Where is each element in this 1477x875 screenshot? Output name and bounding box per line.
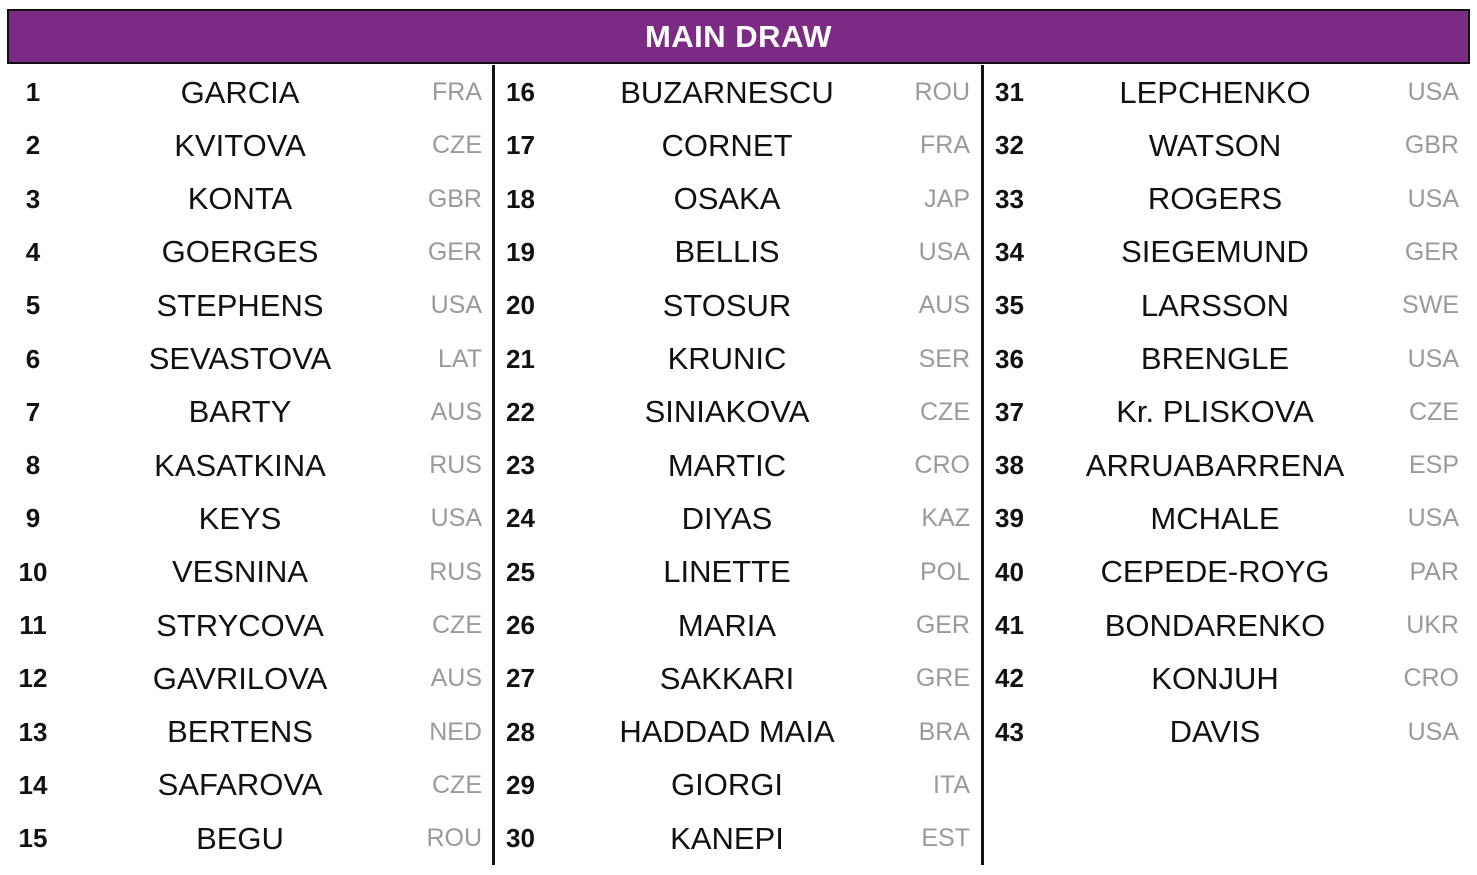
player-country: AUS	[918, 291, 970, 320]
player-row	[496, 652, 981, 705]
player-rank: 4	[25, 236, 41, 267]
player-name: BARTY	[188, 394, 292, 430]
player-rank: 40	[995, 556, 1024, 587]
player-rank: 25	[506, 556, 535, 587]
player-row	[0, 812, 492, 865]
player-name: KONJUH	[1151, 660, 1279, 696]
player-name: KVITOVA	[174, 127, 306, 163]
player-name: MARIA	[677, 607, 777, 643]
player-country: USA	[1407, 717, 1459, 746]
player-row	[985, 599, 1470, 652]
player-country: GBR	[1404, 131, 1459, 160]
player-rank: 11	[19, 610, 47, 640]
player-row	[496, 173, 981, 226]
player-name: Kr. PLISKOVA	[1116, 394, 1314, 430]
player-rank: 41	[995, 610, 1024, 640]
player-rank: 19	[506, 236, 535, 267]
player-country: PAR	[1409, 557, 1459, 586]
player-row	[496, 546, 981, 599]
player-name: SAKKARI	[659, 660, 795, 696]
player-row	[496, 759, 981, 812]
player-row	[496, 119, 981, 172]
player-row	[496, 226, 981, 279]
player-country: RUS	[429, 557, 482, 586]
player-rank: 33	[995, 183, 1024, 214]
player-country: AUS	[430, 397, 482, 426]
player-rank: 31	[995, 77, 1024, 107]
player-row	[985, 546, 1470, 599]
column-divider	[981, 65, 984, 865]
player-row	[985, 119, 1470, 172]
player-rank: 24	[506, 503, 535, 534]
player-rank: 32	[995, 130, 1024, 161]
player-row	[985, 279, 1470, 332]
player-row	[0, 119, 492, 172]
player-country: ITA	[932, 770, 970, 799]
player-rank: 7	[25, 396, 41, 427]
player-country: EST	[921, 824, 970, 853]
player-rank: 20	[506, 290, 535, 321]
player-country: CZE	[920, 397, 970, 426]
player-country: CZE	[1409, 397, 1459, 426]
player-row	[985, 652, 1470, 705]
player-name: LEPCHENKO	[1119, 74, 1311, 110]
player-rank: 3	[25, 183, 41, 214]
player-row	[496, 492, 981, 545]
player-name: BEGU	[196, 820, 284, 856]
player-country: USA	[1407, 344, 1459, 373]
player-name: GOERGES	[161, 234, 319, 270]
player-country: UKR	[1406, 611, 1459, 639]
player-row	[985, 386, 1470, 439]
player-rank: 1	[25, 77, 41, 107]
player-name: SIEGEMUND	[1121, 234, 1309, 270]
player-rank: 34	[995, 236, 1024, 267]
player-row	[496, 66, 981, 119]
player-name: GIORGI	[671, 767, 783, 803]
player-rank: 6	[25, 343, 41, 374]
player-country: CRO	[914, 451, 970, 480]
player-country: GRE	[915, 664, 970, 693]
player-rank: 37	[995, 396, 1024, 427]
player-country: SER	[918, 344, 970, 373]
player-name: DAVIS	[1169, 714, 1261, 750]
player-name: KANEPI	[670, 820, 784, 856]
player-name: KRUNIC	[667, 341, 787, 376]
player-country: GBR	[427, 184, 482, 213]
player-rank: 12	[18, 663, 48, 694]
player-rank: 30	[506, 823, 535, 854]
player-rank: 13	[18, 716, 48, 747]
player-rank: 14	[18, 769, 48, 800]
player-rank: 5	[25, 290, 41, 321]
player-row	[985, 173, 1470, 226]
player-country: JAP	[924, 184, 970, 213]
player-name: SEVASTOVA	[148, 341, 332, 376]
player-name: SINIAKOVA	[644, 394, 810, 430]
player-name: OSAKA	[673, 181, 781, 217]
player-name: WATSON	[1148, 127, 1282, 163]
player-name: GARCIA	[180, 74, 300, 110]
player-name: BRENGLE	[1140, 341, 1290, 376]
player-country: CZE	[432, 131, 482, 160]
player-name: MARTIC	[667, 447, 787, 483]
player-country: AUS	[430, 664, 482, 693]
player-name: STEPHENS	[156, 287, 324, 323]
player-row	[0, 173, 492, 226]
player-rank: 23	[506, 450, 535, 481]
player-row	[985, 706, 1470, 759]
player-country: CZE	[432, 611, 482, 639]
player-name: MCHALE	[1150, 500, 1280, 536]
player-rank: 29	[506, 769, 535, 800]
player-rank: 35	[995, 290, 1024, 321]
player-name: BELLIS	[674, 234, 780, 270]
player-country: BRA	[918, 717, 970, 746]
player-row	[0, 439, 492, 492]
player-rank: 9	[25, 503, 41, 534]
player-rank: 22	[506, 396, 535, 427]
player-rank: 38	[995, 450, 1024, 481]
player-name: SAFAROVA	[157, 767, 323, 803]
player-name: ROGERS	[1147, 181, 1283, 217]
player-row	[0, 759, 492, 812]
player-name: LINETTE	[663, 554, 791, 590]
player-row	[985, 492, 1470, 545]
player-rank: 36	[995, 343, 1024, 374]
player-row	[0, 706, 492, 759]
player-country: ESP	[1408, 451, 1459, 480]
player-row	[985, 439, 1470, 492]
player-country: RUS	[429, 451, 482, 480]
player-name: VESNINA	[171, 554, 309, 590]
player-name: BUZARNESCU	[620, 74, 834, 110]
player-rank: 10	[18, 556, 48, 587]
main-draw-header	[7, 9, 1470, 64]
player-row	[0, 333, 492, 386]
player-name: KASATKINA	[154, 447, 326, 483]
player-row	[985, 226, 1470, 279]
player-name: STRYCOVA	[156, 607, 324, 643]
player-rank: 21	[506, 343, 535, 374]
player-country: USA	[1407, 78, 1459, 106]
player-country: USA	[1407, 184, 1459, 213]
player-name: GAVRILOVA	[152, 660, 328, 696]
player-country: GER	[1404, 237, 1459, 266]
player-rank: 15	[18, 823, 48, 854]
player-country: USA	[430, 291, 482, 320]
player-name: CEPEDE-ROYG	[1100, 554, 1330, 590]
player-rank: 39	[995, 503, 1024, 534]
player-row	[496, 386, 981, 439]
player-rank: 28	[506, 716, 535, 747]
draw-column-2	[496, 65, 981, 865]
player-country: FRA	[920, 131, 970, 160]
player-rank: 17	[506, 130, 535, 161]
player-row	[0, 386, 492, 439]
player-name: BONDARENKO	[1104, 607, 1326, 643]
player-country: GER	[427, 237, 482, 266]
player-country: SWE	[1402, 291, 1459, 320]
player-row	[985, 66, 1470, 119]
player-row	[0, 546, 492, 599]
player-country: POL	[919, 557, 970, 586]
player-country: ROU	[914, 78, 970, 106]
player-country: FRA	[432, 78, 482, 106]
page-title: MAIN DRAW	[644, 18, 833, 54]
player-rank: 18	[506, 183, 535, 214]
player-rank: 42	[995, 663, 1024, 694]
player-row	[496, 279, 981, 332]
player-name: HADDAD MAIA	[619, 714, 835, 750]
player-row	[496, 599, 981, 652]
player-country: USA	[1407, 504, 1459, 533]
player-row	[985, 333, 1470, 386]
player-row	[0, 599, 492, 652]
player-country: CRO	[1403, 664, 1459, 693]
player-name: DIYAS	[681, 500, 773, 536]
player-rank: 8	[25, 450, 41, 481]
player-name: BERTENS	[167, 714, 313, 750]
player-name: LARSSON	[1140, 287, 1290, 323]
player-row	[0, 226, 492, 279]
player-country: NED	[429, 717, 482, 746]
player-name: CORNET	[661, 127, 793, 163]
player-name: STOSUR	[662, 287, 792, 323]
player-row	[0, 66, 492, 119]
player-country: CZE	[432, 770, 482, 799]
player-country: USA	[918, 237, 970, 266]
draw-column-3	[985, 65, 1470, 865]
player-country: GER	[915, 611, 970, 639]
player-country: USA	[430, 504, 482, 533]
player-country: KAZ	[921, 504, 970, 533]
player-row	[0, 652, 492, 705]
player-row	[496, 333, 981, 386]
player-name: KONTA	[187, 181, 293, 217]
player-rank: 2	[25, 130, 41, 161]
player-row	[0, 492, 492, 545]
player-rank: 16	[506, 77, 535, 107]
draw-column-1	[0, 65, 492, 865]
player-name: KEYS	[198, 500, 282, 536]
player-rank: 27	[506, 663, 535, 694]
player-row	[496, 439, 981, 492]
player-country: ROU	[426, 824, 482, 853]
player-row	[496, 706, 981, 759]
player-rank: 26	[506, 610, 535, 640]
player-country: LAT	[438, 344, 482, 373]
player-name: ARRUABARRENA	[1085, 447, 1345, 483]
player-rank: 43	[995, 716, 1024, 747]
column-divider	[492, 65, 495, 865]
player-row	[0, 279, 492, 332]
player-row	[496, 812, 981, 865]
